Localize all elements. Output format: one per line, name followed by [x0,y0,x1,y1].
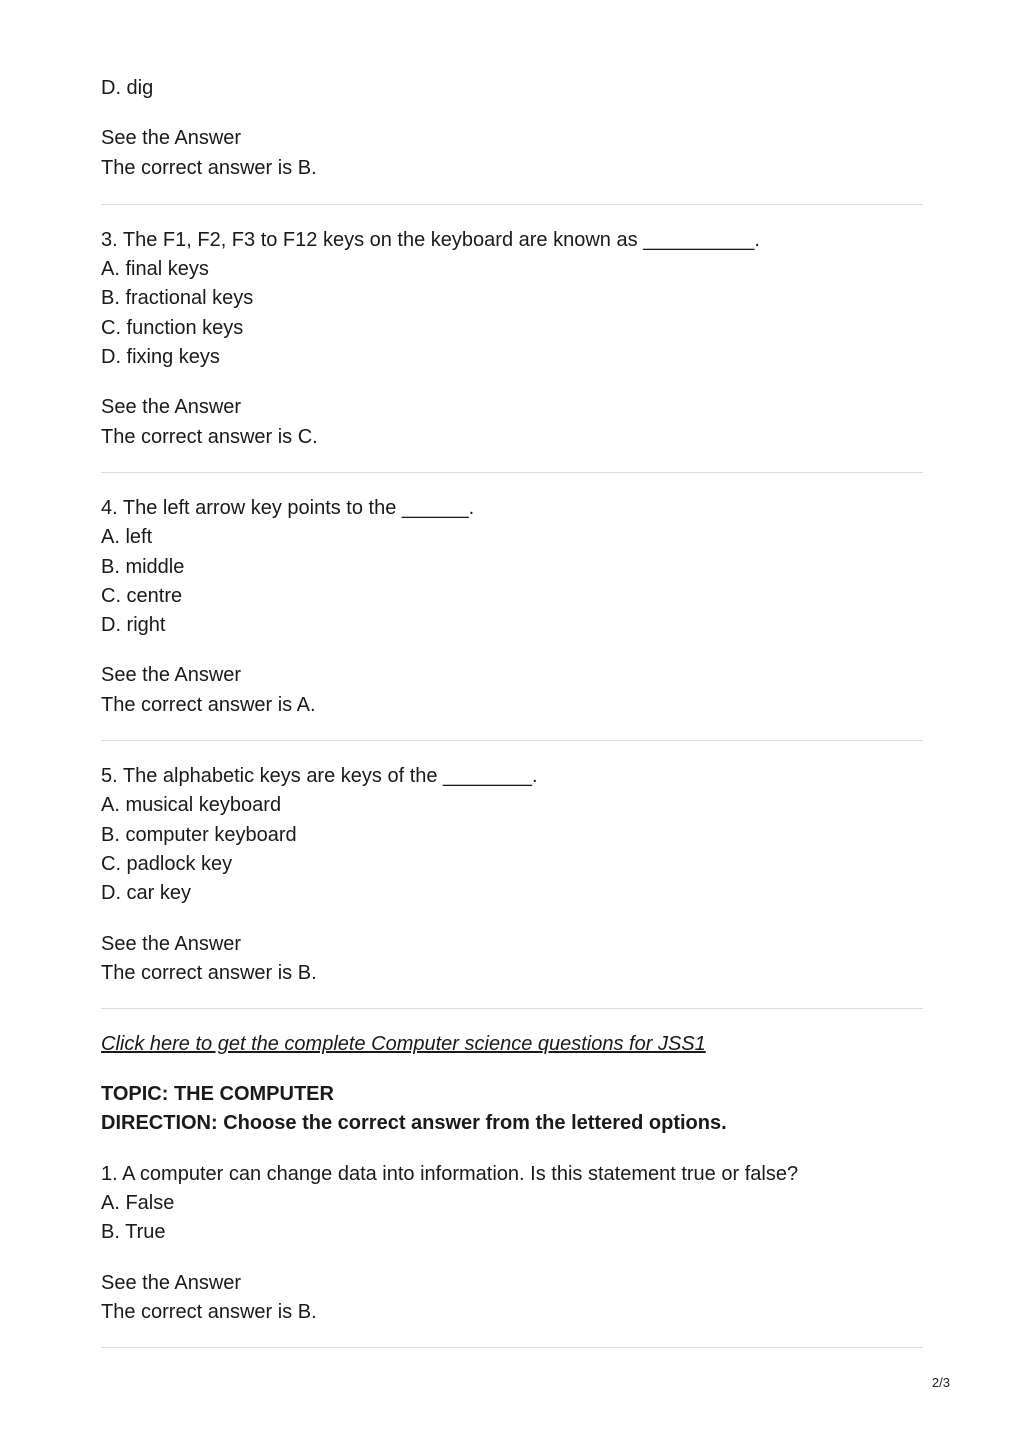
divider [101,1008,923,1009]
correct-answer: The correct answer is B. [101,961,317,984]
option-d: D. right [101,614,166,637]
divider [101,204,923,205]
question-text: 5. The alphabetic keys are keys of the ________. [101,765,538,788]
question-5 [101,762,923,988]
correct-answer: The correct answer is B. [101,156,317,179]
correct-answer: The correct answer is C. [101,425,318,448]
question-3 [101,226,923,452]
option-d: D. fixing keys [101,346,220,369]
question-text: 3. The F1, F2, F3 to F12 keys on the keyboard are known as __________. [101,228,760,251]
option-c: C. function keys [101,316,244,339]
option-a: A. False [101,1192,175,1215]
section-question-1 [101,1160,923,1327]
option-b: B. fractional keys [101,287,254,310]
option-c: C. padlock key [101,852,233,875]
correct-answer: The correct answer is A. [101,693,316,716]
option-b: B. True [101,1221,166,1244]
complete-questions-link[interactable]: Click here to get the complete Computer science questions for JSS1 [101,1033,706,1056]
question-text: 4. The left arrow key points to the ______. [101,496,475,519]
option-c: C. centre [101,584,183,607]
topic-heading: TOPIC: THE COMPUTER [101,1083,334,1106]
question-4 [101,494,923,720]
divider [101,1347,923,1348]
option-a: A. final keys [101,258,209,281]
see-answer-toggle[interactable]: See the Answer [101,932,242,955]
divider [101,472,923,473]
option-a: A. left [101,526,153,549]
divider [101,740,923,741]
see-answer-toggle[interactable]: See the Answer [101,127,242,150]
correct-answer: The correct answer is B. [101,1300,317,1323]
section-header [101,1080,923,1139]
see-answer-toggle[interactable]: See the Answer [101,396,242,419]
question-fragment [101,74,923,183]
option-b: B. middle [101,555,185,578]
see-answer-toggle[interactable]: See the Answer [101,664,242,687]
option-d: D. dig [101,77,154,99]
question-text: 1. A computer can change data into information. Is this statement true or false? [101,1162,799,1185]
document-page [101,74,923,1369]
page-number: 2/3 [931,1375,950,1390]
direction-heading: DIRECTION: Choose the correct answer from the lettered options. [101,1112,727,1135]
option-a: A. musical keyboard [101,794,282,817]
option-b: B. computer keyboard [101,823,297,846]
see-answer-toggle[interactable]: See the Answer [101,1271,242,1294]
option-d: D. car key [101,882,192,905]
